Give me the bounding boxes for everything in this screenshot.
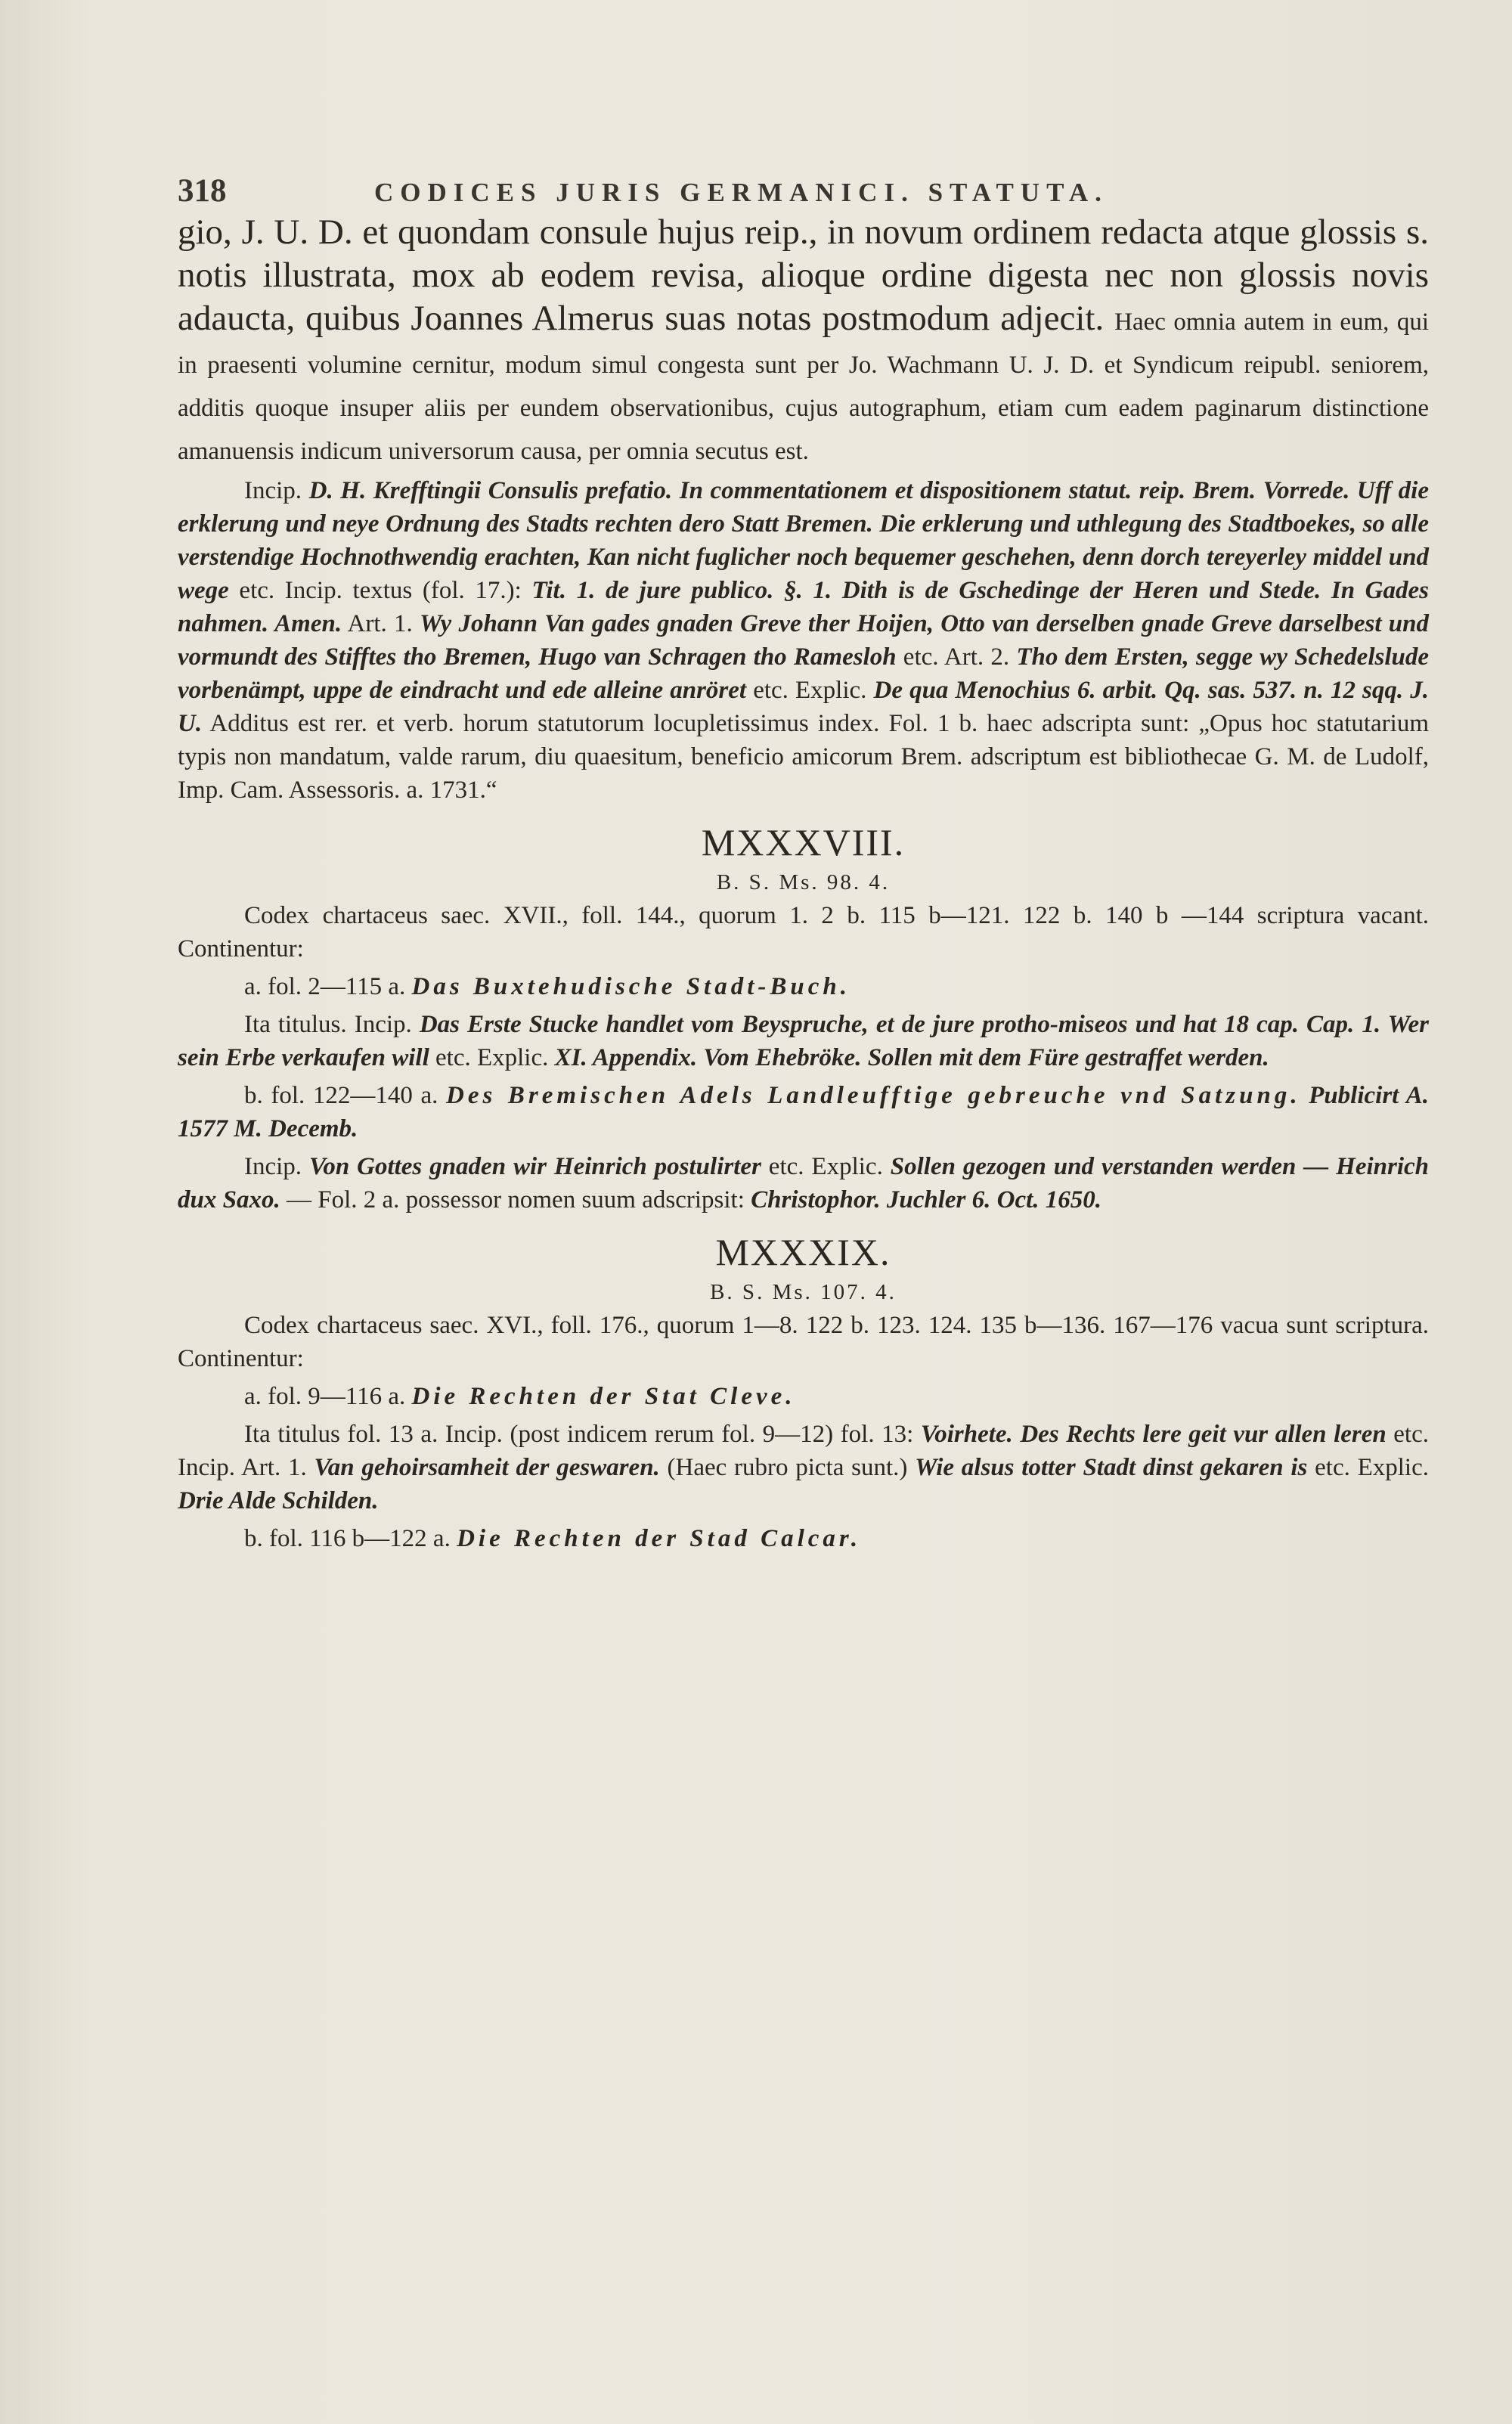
item-b-title: Des Bremischen Adels Landleufftige gebreuche vnd Satzung. [445,1082,1301,1109]
item-a-detail-mxxxviii [178,1008,1429,1074]
item-a-mxxxix [178,1380,1429,1413]
item-a-detail-mxxxix [178,1418,1429,1517]
item-b-mxxxviii [178,1079,1429,1145]
item-b-mxxxix [178,1522,1429,1555]
codex-description-mxxxix: Codex chartaceus saec. XVI., foll. 176., quorum 1—8. 122 b. 123. 124. 135 b—136. 167—176 vacua sunt scriptura. Continentur: [178,1312,1429,1372]
item-b-label: b. fol. 122—140 a. [244,1082,446,1109]
para-b-i3: Christophor. Juchler 6. Oct. 1650. [751,1186,1102,1214]
para-b-i2: Sollen gezogen und verstanden werden — Heinrich dux Saxo. [178,1153,1430,1214]
shelfmark-mxxxviii: B. S. Ms. 98. 4. [716,870,891,894]
item-a-label: a. fol. 2—115 a. [244,973,412,1000]
item-a-label-2: a. fol. 9—116 a. [244,1383,412,1410]
incip-s5: etc. Explic. [746,677,874,704]
intro-paragraph [178,211,1429,470]
s2-para-a-s3: (Haec rubro picta sunt.) [659,1454,916,1481]
incip-s6: Additus est rer. et verb. horum statutorum locupletissimus index. Fol. 1 b. haec adscripta sunt: „Opus hoc statutarium typis non mandatum, valde rarum, diu quaesitum, beneficio amicorum Brem. adscriptum est bibliothecae G. M. de Ludolf, Imp. Cam. Assessoris. a. 1731.“ [178,710,1429,804]
para-b-s2: etc. Explic. [761,1153,891,1180]
intro-large-text: gio, J. U. D. et quondam consule hujus reip., in novum ordinem redacta atque glossis s. notis illustrata, mox ab eodem revisa, alioque ordine digesta nec non glossis novis adaucta, quibus Joannes Almerus suas notas postmodum adjecit. [178,212,1429,338]
codex-description-mxxxviii: Codex chartaceus saec. XVII., foll. 144., quorum 1. 2 b. 115 b—121. 122 b. 140 b —144 scriptura vacant. Continentur: [178,902,1429,962]
para-a-s2: etc. Explic. [429,1044,555,1071]
incip-s1: Incip. [244,477,309,504]
incip-s4: etc. Art. 2. [896,643,1017,671]
page-number: 318 [178,173,227,209]
para-b-s3: — Fol. 2 a. possessor nomen suum adscripsit: [280,1186,751,1214]
section-heading-mxxxviii: MXXXVIII. [701,821,906,863]
item-b-suffix: Publicirt A. 1577 M. Decemb. [178,1082,1429,1142]
incip-s3: Art. 1. [342,610,420,637]
para-b-s1: Incip. [244,1153,309,1180]
incip-i5: De qua Menochius 6. arbit. Qq. sas. 537. n. 12 sqq. J. U. [178,677,1429,737]
item-b-detail-mxxxviii [178,1150,1429,1217]
item-a-mxxxviii [178,970,1429,1003]
incip-i1: D. H. Krefftingii Consulis prefatio. In commentationem et dispositionem statut. reip. Brem. Vorrede. Uff die erklerung und neye Ordnung des Stadts rechten dero Statt Bremen. Die erklerung und uthlegung des Stadtboekes, so alle verstendige Hochnothwendig erachten, Kan nicht fuglicher noch bequemer geschehen, denn dorch tereyerley middel und wege [178,477,1430,604]
incip-i3: Wy Johann Van gades gnaden Greve ther Hoijen, Otto van derselben gnade Greve darselbest und vormundt des Stifftes tho Bremen, Hugo van Schragen tho Ramesloh [178,610,1430,671]
s2-para-a-s2: etc. Incip. Art. 1. [178,1421,1429,1481]
s2-para-a-i1: Voirhete. Des Rechts lere geit vur allen leren [920,1421,1387,1448]
para-a-s1: Ita titulus. Incip. [244,1011,420,1038]
section-heading-mxxxix: MXXXIX. [715,1231,891,1273]
s2-para-a-i2: Van gehoirsamheit der geswaren. [314,1454,660,1481]
incip-s2: etc. Incip. textus (fol. 17.): [228,577,532,604]
incip-i2: Tit. 1. de jure publico. §. 1. Dith is de Gschedinge der Heren und Stede. In Gades nahmen. Amen. [178,577,1429,637]
running-title: CODICES JURIS GERMANICI. STATUTA. [374,178,1108,207]
s2-para-a-s4: etc. Explic. [1307,1454,1429,1481]
para-a-i1: Das Erste Stucke handlet vom Beyspruche, et de jure protho-miseos und hat 18 cap. Cap. 1. Wer sein Erbe verkaufen will [178,1011,1429,1071]
s2-para-a-i3: Wie alsus totter Stadt dinst gekaren is [915,1454,1308,1481]
para-a-i2: XI. Appendix. Vom Ehebröke. Sollen mit dem Füre gestraffet werden. [554,1044,1269,1071]
s2-para-a-s1: Ita titulus fol. 13 a. Incip. (post indicem rerum fol. 9—12) fol. 13: [244,1421,921,1448]
item-b-title-2: Die Rechten der Stad Calcar. [457,1525,862,1552]
item-b-label-2: b. fol. 116 b—122 a. [244,1525,457,1552]
para-b-i1: Von Gottes gnaden wir Heinrich postulirter [308,1153,761,1180]
intro-small-text: Haec omnia autem in eum, qui in praesenti volumine cernitur, modum simul congesta sunt per Jo. Wachmann U. J. D. et Syndicum reipubl. seniorem, additis quoque insuper aliis per eundem observationibus, cujus autographum, etiam cum eadem paginarum distinctione amanuensis indicum universorum causa, per omnia secutus est. [178,308,1430,465]
incip-paragraph [178,474,1429,807]
running-head [178,172,1429,209]
incip-i4: Tho dem Ersten, segge wy Schedelslude vorbenämpt, uppe de eindracht und ede alleine anröret [178,643,1430,704]
shelfmark-mxxxix: B. S. Ms. 107. 4. [710,1280,897,1304]
text-block [178,172,1429,1555]
item-a-title: Das Buxtehudische Stadt-Buch. [411,973,850,1000]
item-a-title-2: Die Rechten der Stat Cleve. [411,1383,796,1410]
s2-para-a-i4: Drie Alde Schilden. [178,1487,379,1514]
